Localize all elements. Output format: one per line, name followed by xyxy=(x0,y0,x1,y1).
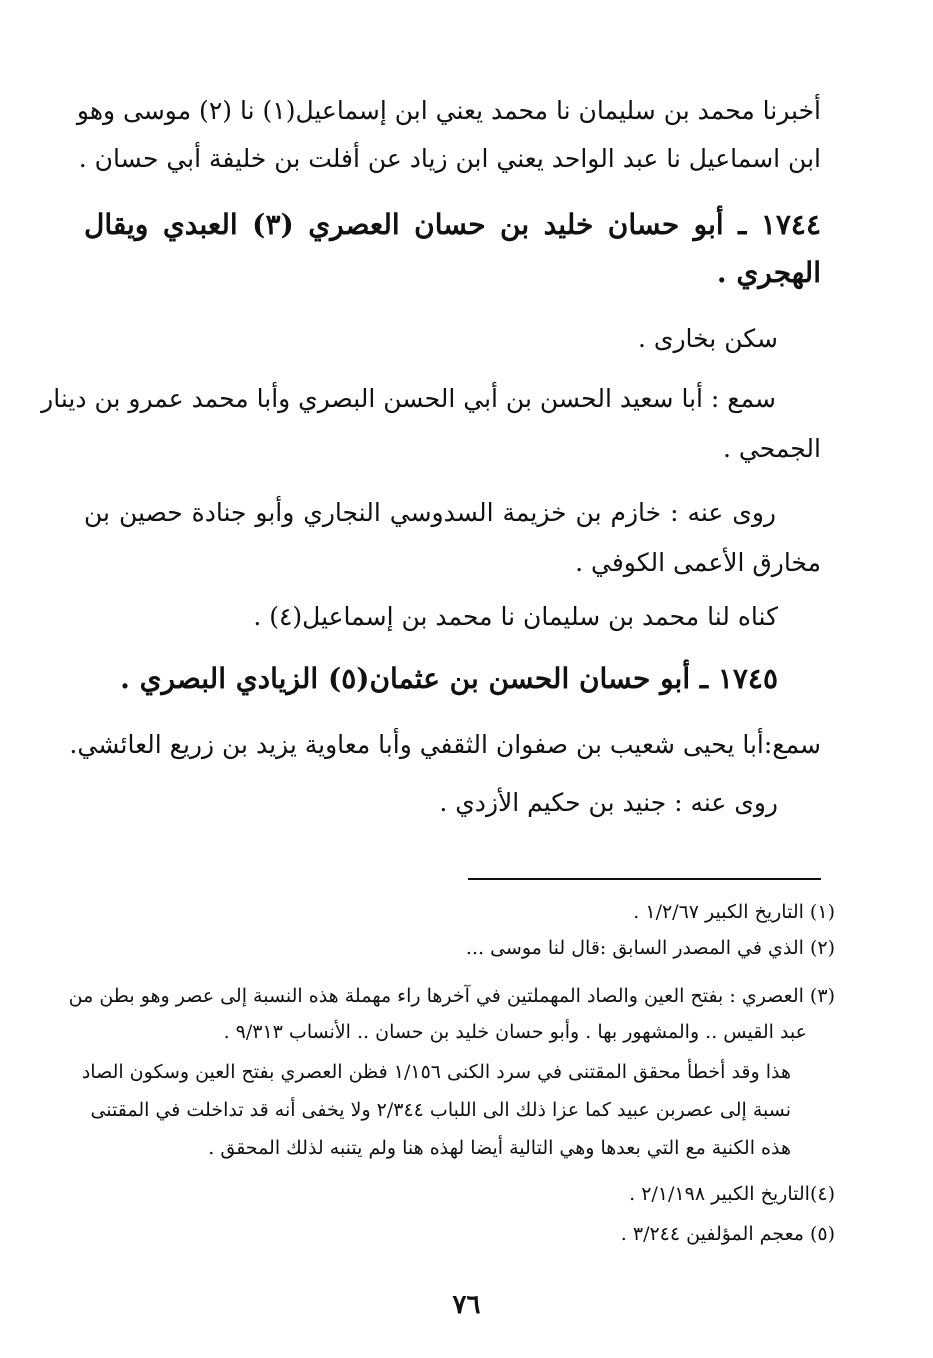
heard-from-line-1: سمع : أبا سعيد الحسن بن أبي الحسن البصري وأبا محمد عمرو بن دينار xyxy=(41,384,776,413)
footnote-separator xyxy=(468,878,821,880)
footnote-4: (٤)التاريخ الكبير ٢/١/١٩٨ . xyxy=(629,1183,835,1205)
heard-from-1745: سمع:أبا يحيى شعيب بن صفوان الثقفي وأبا معاوية يزيد بن زريع العائشي. xyxy=(69,730,821,759)
narrated-by-line-1: روى عنه : خازم بن خزيمة السدوسي النجاري وأبو جنادة حصين بن xyxy=(84,498,776,527)
residence-text: سكن بخارى . xyxy=(638,324,778,353)
footnote-3-line-4: نسبة إلى عصربن عبيد كما عزا ذلك الى اللباب ٢/٣٤٤ ولا يخفى أنه قد تداخلت في المقتنى xyxy=(90,1099,791,1121)
isnad-line-2: ابن اسماعيل نا عبد الواحد يعني ابن زياد عن أفلت بن خليفة أبي حسان . xyxy=(78,144,821,173)
narrated-by-1745: روى عنه : جنيد بن حكيم الأزدي . xyxy=(439,788,778,817)
heard-from-line-2: الجمحي . xyxy=(722,434,821,463)
footnote-1: (١) التاريخ الكبير ١/٢/٦٧ . xyxy=(633,901,835,923)
footnote-3-line-1: (٣) العصري : بفتح العين والصاد المهملتين في آخرها راء مهملة هذه النسبة إلى عصر وهو بطن من xyxy=(68,985,835,1007)
kunya-line: كناه لنا محمد بن سليمان نا محمد بن إسماعيل(٤) . xyxy=(253,602,778,631)
narrated-by-line-2: مخارق الأعمى الكوفي . xyxy=(575,548,821,577)
isnad-line-1: أخبرنا محمد بن سليمان نا محمد يعني ابن إسماعيل(١) نا (٢) موسى وهو xyxy=(76,96,821,125)
footnote-3-line-2: عبد القيس .. والمشهور بها . وأبو حسان خليد بن حسان .. الأنساب ٩/٣١٣ . xyxy=(223,1021,807,1043)
footnote-5: (٥) معجم المؤلفين ٣/٢٤٤ . xyxy=(620,1223,835,1245)
footnote-3-line-5: هذه الكنية مع التي بعدها وهي التالية أيضا لهذه هنا ولم يتنبه لذلك المحقق . xyxy=(208,1137,791,1159)
entry-1744-heading-line-2: الهجري . xyxy=(716,256,821,289)
entry-1744-heading-line-1: ١٧٤٤ ـ أبو حسان خليد بن حسان العصري (٣) العبدي ويقال xyxy=(84,208,821,241)
footnote-3-line-3: هذا وقد أخطأ محقق المقتنى في سرد الكنى ١/١٥٦ فظن العصري بفتح العين وسكون الصاد xyxy=(81,1061,791,1083)
page-number: ٧٦ xyxy=(452,1290,481,1320)
footnote-2: (٢) الذي في المصدر السابق :قال لنا موسى ... xyxy=(465,937,835,959)
entry-1745-heading: ١٧٤٥ ـ أبو حسان الحسن بن عثمان(٥) الزيادي البصري . xyxy=(120,662,778,695)
